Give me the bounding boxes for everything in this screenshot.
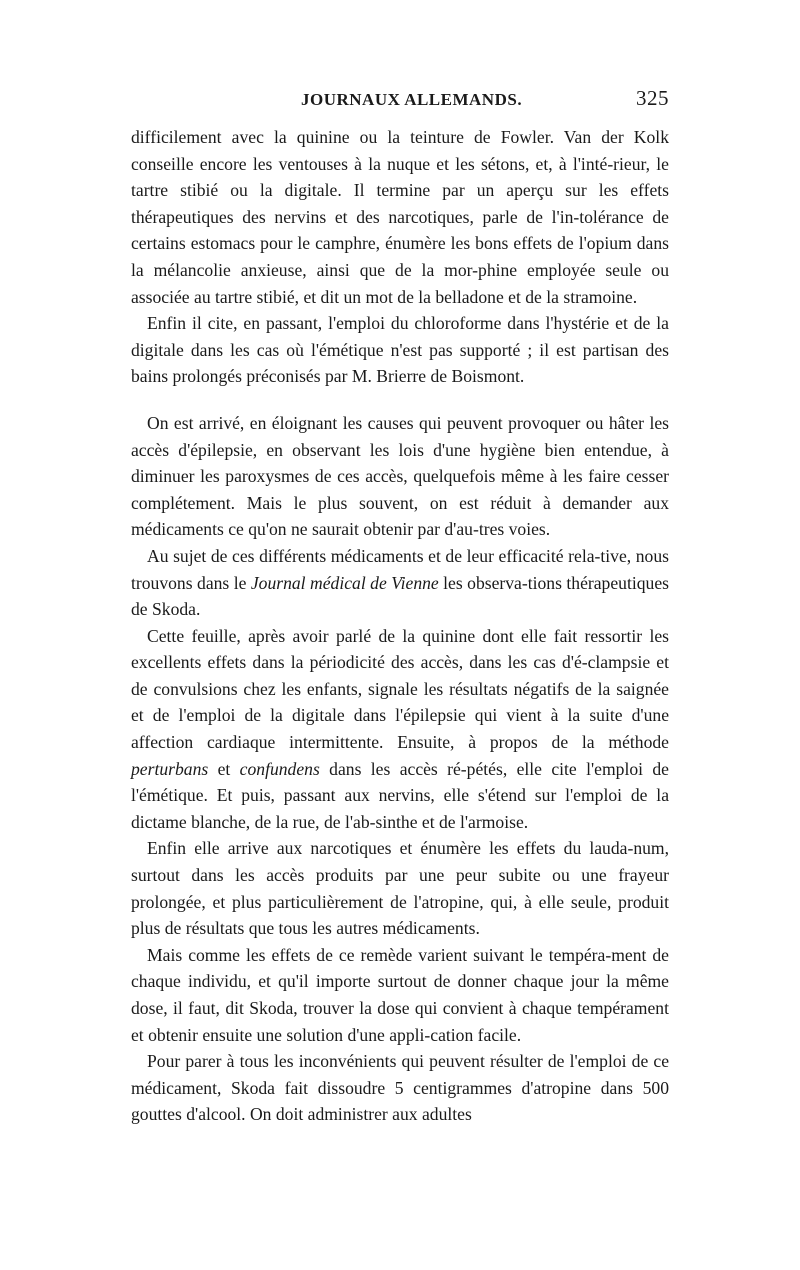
latin-term-perturbans: perturbans — [131, 758, 209, 779]
text-run: Au sujet de ces différents médicaments et de leur efficacité rela-tive, nous trouvons dans le — [131, 545, 669, 593]
page-number: 325 — [636, 86, 669, 110]
latin-term-confundens: confundens — [239, 758, 320, 779]
text-run: Cette feuille, après avoir parlé de la quinine dont elle fait ressortir les excellents effets dans la périodicité des accès, dans les cas d'é-clampsie et de convulsions chez les enfants, signale les résultats négatifs de la saignée et de l'emploi de la digitale dans l'épilepsie qui vient à la suite d'une affection cardiaque intermittente. Ensuite, à propos de la méthode — [131, 625, 669, 753]
paragraph-epilepsie: On est arrivé, en éloignant les causes qui peuvent provoquer ou hâter les accès d'épilepsie, en observant les lois d'une hygiène bien entendue, à diminuer les paroxysmes de ces accès, quelquefois même à les faire cesser complétement. Mais le plus souvent, on est réduit à demander aux médicaments ce qu'on ne saurait obtenir par d'au-tres voies. — [131, 412, 669, 540]
section-break — [131, 390, 669, 410]
text-run: et — [208, 758, 240, 779]
paragraph-chloroforme: Enfin il cite, en passant, l'emploi du chloroforme dans l'hystérie et de la digitale dans les cas où l'émétique n'est pas supporté ; il est partisan des bains prolongés préconisés par M. Brierre de Boismont. — [131, 313, 669, 387]
text-run: les observa-tions thérapeutiques de Skoda. — [131, 572, 669, 620]
paragraph-quinine — [131, 623, 669, 836]
book-page — [131, 86, 669, 1128]
page-header — [131, 86, 669, 124]
paragraph-continued: difficilement avec la quinine ou la teinture de Fowler. Van der Kolk conseille encore les ventouses à la nuque et les sétons, et, à l'inté-rieur, le tartre stibié ou la digitale. Il termine par un aperçu sur les effets thérapeutiques des nervins et des narcotiques, parle de l'in-tolérance de certains estomacs pour le camphre, énumère les bons effets de l'opium dans la mélancolie anxieuse, ainsi que de la mor-phine employée seule ou associée au tartre stibié, et dit un mot de la belladone et de la stramoine. — [131, 127, 669, 307]
paragraph-temperament: Mais comme les effets de ce remède varient suivant le tempéra-ment de chaque individu, et qu'il importe surtout de donner chaque jour la même dose, il faut, dit Skoda, trouver la dose qui convient à chaque tempérament et obtenir ensuite une solution d'une appli-cation facile. — [131, 944, 669, 1045]
text-run: dans les accès ré-pétés, elle cite l'emploi de l'émétique. Et puis, passant aux nervins, elle s'étend sur l'emploi de la dictame blanche, de la rue, de l'ab-sinthe et de l'armoise. — [131, 758, 669, 832]
paragraph-narcotiques: Enfin elle arrive aux narcotiques et énumère les effets du lauda-num, surtout dans les accès produits par une peur subite ou une frayeur prolongée, et plus particulièrement de l'atropine, qui, à elle seule, produit plus de résultats que tous les autres médicaments. — [131, 838, 669, 939]
running-title: JOURNAUX ALLEMANDS. — [301, 90, 523, 109]
journal-title: Journal médical de Vienne — [250, 572, 439, 593]
paragraph-skoda-intro — [131, 543, 669, 623]
paragraph-atropine: Pour parer à tous les inconvénients qui peuvent résulter de l'emploi de ce médicament, Skoda fait dissoudre 5 centigrammes d'atropine dans 500 gouttes d'alcool. On doit administrer aux adultes — [131, 1051, 669, 1125]
